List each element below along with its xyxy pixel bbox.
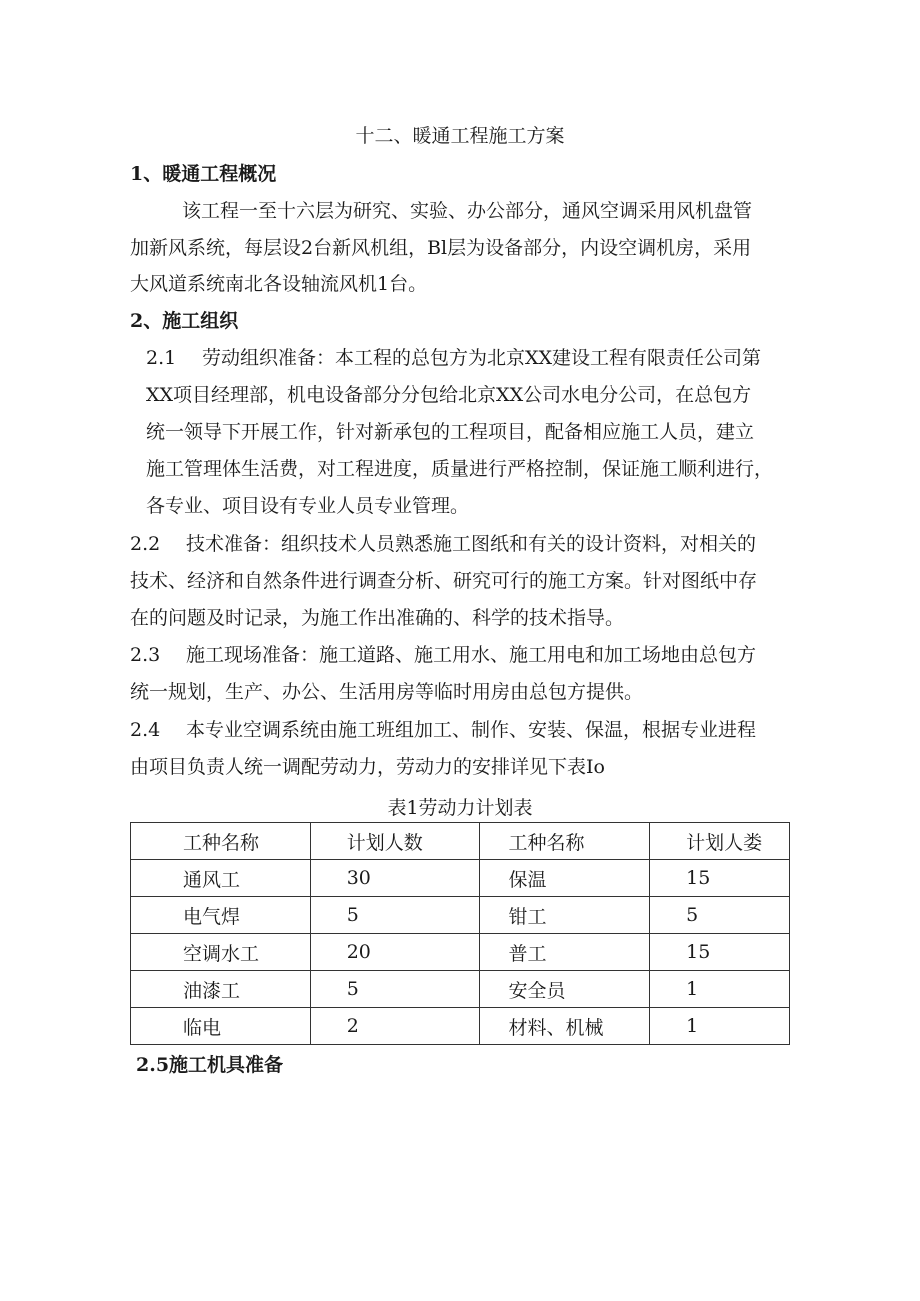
table-cell: 通风工: [131, 860, 311, 897]
table-header-cell: 工种名称: [131, 823, 311, 860]
table-cell: 30: [310, 860, 480, 897]
table-header-cell: 计划人娄: [650, 823, 790, 860]
table-cell: 电气焊: [131, 897, 311, 934]
paragraph-line: 技术准备：组织技术人员熟悉施工图纸和有关的设计资料，对相关的: [186, 533, 757, 555]
section-2-1-number: 2.1: [146, 347, 177, 369]
table-cell: 油漆工: [131, 971, 311, 1008]
table-header-cell: 工种名称: [480, 823, 650, 860]
paragraph-line: 该工程一至十六层为研究、实验、办公部分，通风空调采用风机盘管: [182, 200, 753, 222]
table-cell: 材料、机械: [480, 1008, 650, 1045]
table-row: [131, 897, 790, 934]
table-cell: 1: [650, 1008, 790, 1045]
table-row: [131, 934, 790, 971]
table-row: [131, 860, 790, 897]
table-cell: 保温: [480, 860, 650, 897]
table-row: [131, 971, 790, 1008]
table-cell: 20: [310, 934, 480, 971]
table-cell: 15: [650, 934, 790, 971]
table-cell: 普工: [480, 934, 650, 971]
table-header-cell: 计划人数: [310, 823, 480, 860]
table-cell: 15: [650, 860, 790, 897]
section-2-4-number: 2.4: [130, 719, 161, 741]
paragraph-line: XX项目经理部，机电设备部分分包给北京XX公司水电分公司，在总包方: [146, 384, 752, 406]
paragraph-line: 本专业空调系统由施工班组加工、制作、安装、保温，根据专业进程: [186, 719, 757, 741]
table-header-row: [131, 823, 790, 860]
paragraph-line: 劳动组织准备：本工程的总包方为北京XX建设工程有限责任公司第: [202, 347, 762, 369]
section-2-3-number: 2.3: [130, 644, 161, 666]
table-cell: 5: [650, 897, 790, 934]
document-title: 十二、暖通工程施工方案: [355, 125, 565, 147]
table-row: [131, 1008, 790, 1045]
section-1-heading: 1、暖通工程概况: [130, 163, 277, 185]
table-cell: 5: [310, 897, 480, 934]
paragraph-line: 施工管理体生活费，对工程进度，质量进行严格控制，保证施工顺利进行，: [146, 458, 774, 480]
table-caption: 表1劳动力计划表: [387, 797, 533, 819]
section-2-heading: 2、施工组织: [130, 310, 239, 332]
table-cell: 2: [310, 1008, 480, 1045]
paragraph-line: 技术、经济和自然条件进行调查分析、研究可行的施工方案。针对图纸中存: [130, 570, 758, 592]
table-cell: 钳工: [480, 897, 650, 934]
table-cell: 空调水工: [131, 934, 311, 971]
paragraph-line: 由项目负责人统一调配劳动力，劳动力的安排详见下表Io: [130, 756, 605, 778]
table-cell: 安全员: [480, 971, 650, 1008]
paragraph-line: 施工现场准备：施工道路、施工用水、施工用电和加工场地由总包方: [186, 644, 757, 666]
table-cell: 5: [310, 971, 480, 1008]
paragraph-line: 统一领导下开展工作，针对新承包的工程项目，配备相应施工人员，建立: [146, 421, 755, 443]
paragraph-line: 大风道系统南北各设轴流风机1台。: [130, 273, 428, 295]
paragraph-line: 在的问题及时记录，为施工作出准确的、科学的技术指导。: [130, 607, 625, 629]
paragraph-line: 各专业、项目设有专业人员专业管理。: [146, 495, 470, 517]
table-cell: 1: [650, 971, 790, 1008]
labor-plan-table: [130, 822, 790, 1045]
section-2-2-number: 2.2: [130, 533, 161, 555]
section-2-5-heading: 2.5施工机具准备: [136, 1054, 284, 1076]
paragraph-line: 统一规划，生产、办公、生活用房等临时用房由总包方提供。: [130, 681, 644, 703]
paragraph-line: 加新风系统，每层设2台新风机组，Bl层为设备部分，内设空调机房，采用: [130, 237, 752, 259]
table-cell: 临电: [131, 1008, 311, 1045]
